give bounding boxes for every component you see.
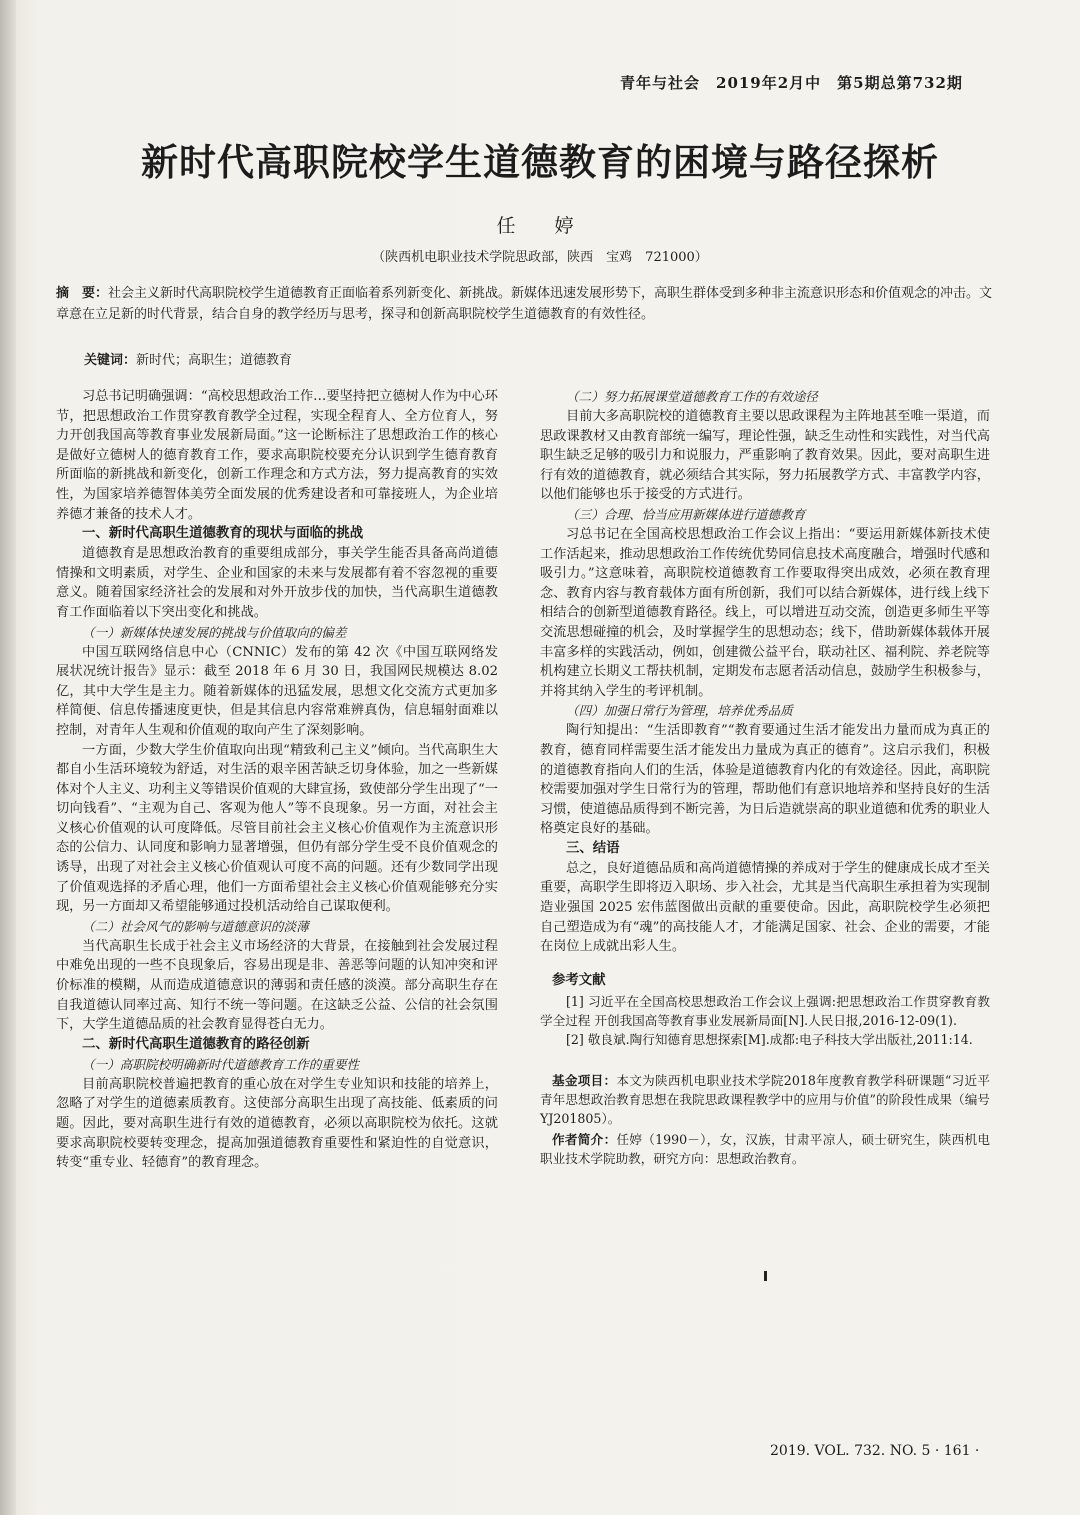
subsection-heading: （三）合理、恰当应用新媒体进行道德教育 [566, 506, 806, 522]
intro-paragraph: 习总书记明确强调：“高校思想政治工作…要坚持把立德树人作为中心环节，把思想政治工作贯穿教育教学全过程，实现全程育人、全方位育人，努力开创我国高等教育事业发展新局面。”这一论断标注了思想政治工作的核心是做好立德树人的德育教育工作，要求高职院校要充分认识到学生德育教育所面临的新挑战和新变化，创新工作理念和方式方法，努力提高教育的实效性，为国家培养德智体美劳全面发展的优秀建设者和可靠接班人，为企业培养德才兼备的技术人才。 [56, 389, 498, 522]
abstract [56, 283, 996, 325]
body-paragraph: 陶行知提出：“生活即教育”“教育要通过生活才能发出力量而成为真正的教育，德育同样需要生活才能发出力量成为真正的德育”。这启示我们，积极的道德教育指向人们的生活，体验是道德教育内化的有效途径。因此，高职院校需要加强对学生日常行为的管理，帮助他们有意识地培养和坚持良好的生活习惯，使道德品质得到不断完善，为日后造就崇高的职业道德和优秀的职业人格奠定良好的基础。 [540, 723, 990, 837]
page-footer: 2019. VOL. 732. NO. 5 · 161 · [770, 1443, 980, 1459]
body-paragraph: 目前大多高职院校的道德教育主要以思政课程为主阵地甚至唯一渠道，而思政课教材又由教育部统一编写，理论性强，缺乏生动性和实践性，对当代高职生缺乏足够的吸引力和说服力，严重影响了教育效果。因此，要对高职生进行有效的道德教育，就必须结合其实际，努力拓展教学方式、丰富教学内容，以他们能够也乐于接受的方式进行。 [540, 409, 990, 503]
references-heading: 参考文献 [552, 972, 606, 988]
abstract-label: 摘 要： [56, 286, 109, 301]
body-paragraph: 习总书记在全国高校思想政治工作会议上指出：“要运用新媒体新技术使工作活起来，推动思想政治工作传统优势同信息技术高度融合，增强时代感和吸引力。”这意味着，高职院校道德教育工作要取得突出成效，必须在教育理念、教育内容与教育载体方面有所创新，我们可以结合新媒体，进行线上线下相结合的创新型道德教育路径。线上，可以增进互动交流，创造更多师生平等交流思想碰撞的机会，及时掌握学生的思想动态；线下，借助新媒体载体开展丰富多样的实践活动，例如，创建微公益平台，联动社区、福利院、养老院等机构建立长期义工帮扶机制，定期发布志愿者活动信息，鼓励学生积极参与，并将其纳入学生的考评机制。 [540, 526, 990, 699]
subsection-heading: （四）加强日常行为管理，培养优秀品质 [566, 703, 793, 719]
body-paragraph: 目前高职院校普遍把教育的重心放在对学生专业知识和技能的培养上，忽略了对学生的道德素质教育。这使部分高职生出现了高技能、低素质的问题。因此，要对高职生进行有效的道德教育，必须以高职院校为依托。这就要求高职院校要转变理念，提高加强道德教育重要性和紧迫性的自觉意识，转变“重专业、轻德育”的教育理念。 [56, 1076, 498, 1171]
subsection-heading: （二）努力拓展课堂道德教育工作的有效途径 [566, 389, 818, 404]
body-paragraph: 道德教育是思想政治教育的重要组成部分，事关学生能否具备高尚道德情操和文明素质，对学生、企业和国家的未来与发展都有着不容忽视的重要意义。随着国家经济社会的发展和对外开放步伐的加快，当代高职生道德教育工作面临着以下突出变化和挑战。 [56, 546, 498, 620]
subsection-heading: （一）高职院校明确新时代道德教育工作的重要性 [82, 1056, 360, 1072]
subsection-heading: （二）社会风气的影响与道德意识的淡薄 [82, 918, 309, 934]
body-paragraph: 当代高职生长成于社会主义市场经济的大背景，在接触到社会发展过程中难免出现的一些不良现象后，容易出现是非、善恶等问题的认知冲突和评价标准的模糊，从而造成道德意识的薄弱和责任感的淡漠。部分高职生存在自我道德认同率过高、知行不统一等问题。在这缺乏公益、公信的社会氛围下，大学生道德品质的社会教育显得苍白无力。 [56, 938, 498, 1033]
section-heading: 一、新时代高职生道德教育的现状与面临的挑战 [82, 526, 364, 542]
journal-header: 青年与社会 2019年2月中 第5期总第732期 [620, 74, 963, 92]
keywords-label: 关键词： [84, 353, 137, 368]
body-paragraph: 中国互联网络信息中心（CNNIC）发布的第 42 次《中国互联网络发展状况统计报告》显示：截至 2018 年 6 月 30 日，我国网民规模达 8.02 亿，其中大学生是主力。随着新媒体的迅猛发展，思想文化交流方式更加多样简便、信息传播速度更快，但是其信息内容常难辨真伪，信息辐射面难以控制，对青年人生观和价值观的取向产生了深刻影响。 [56, 644, 498, 738]
author-bio [540, 1130, 990, 1168]
reference-item: [2] 敬良斌.陶行知德育思想探索[M].成都:电子科技大学出版社,2011:14. [566, 1032, 973, 1048]
left-column [56, 387, 498, 1173]
subsection-heading: （一）新媒体快速发展的挑战与价值取向的偏差 [82, 624, 347, 640]
bio-label: 作者简介： [552, 1132, 617, 1148]
section-heading: 三、结语 [566, 840, 620, 856]
reference-item: [1] 习近平在全国高校思想政治工作会议上强调:把思想政治工作贯穿教育教学全过程 开创我国高等教育事业发展新局面[N].人民日报,2016-12-09(1). [540, 994, 990, 1029]
section-heading: 二、新时代高职生道德教育的路径创新 [82, 1036, 310, 1052]
body-paragraph: 一方面，少数大学生价值取向出现“精致利己主义”倾向。当代高职生大都自小生活环境较为舒适，对生活的艰辛困苦缺乏切身体验，加之一些新媒体对个人主义、功利主义等错误价值观的大肆宣扬，致使部分学生出现了“一切向钱看”、“主观为自己、客观为他人”等不良现象。另一方面，对社会主义核心价值观的认可度降低。尽管目前社会主义核心价值观作为主流意识形态的公信力、认同度和影响力显著增强，但仍有部分学生受不良价值观念的诱导，出现了对社会主义核心价值观认可度不高的问题。还有少数同学出现了价值观选择的矛盾心理，他们一方面希望社会主义核心价值观能够充分实现，另一方面却又希望能够通过投机活动给自己谋取便利。 [56, 742, 498, 915]
funding-text: 本文为陕西机电职业技术学院2018年度教育教学科研课题“习近平青年思想政治教育思想在我院思政课程教学中的应用与价值”的阶段性成果（编号 YJ201805）。 [540, 1073, 990, 1127]
article-title: 新时代高职院校学生道德教育的困境与路径探析 [141, 141, 939, 184]
funding-note [540, 1071, 990, 1128]
author-affiliation: （陕西机电职业技术学院思政部，陕西 宝鸡 721000） [372, 250, 708, 265]
keywords-text: 新时代；高职生；道德教育 [136, 353, 293, 368]
abstract-text: 社会主义新时代高职院校学生道德教育正面临着系列新变化、新挑战。新媒体迅速发展形势下，高职生群体受到多种非主流意识形态和价值观念的冲击。文章意在立足新的时代背景，结合自身的教学经历与思考，探寻和创新高职院校学生道德教育的有效性径。 [56, 286, 993, 322]
article-author: 任 婷 [496, 215, 584, 237]
body-paragraph: 总之，良好道德品质和高尚道德情操的养成对于学生的健康成长成才至关重要，高职学生即将迈入职场、步入社会，尤其是当代高职生承担着为实现制造业强国 2025 宏伟蓝图做出贡献的重要使命。因此，高职院校学生必须把自己塑造成为有“魂”的高技能人才，才能满足国家、社会、企业的需要，才能在岗位上成就出彩人生。 [540, 860, 990, 955]
keywords [84, 349, 292, 368]
ink-mark [764, 1271, 767, 1281]
funding-label: 基金项目： [552, 1073, 617, 1089]
right-column [540, 387, 990, 1168]
bio-text: 任婷（1990－），女，汉族，甘肃平凉人，硕士研究生，陕西机电职业技术学院助教，研究方向：思想政治教育。 [540, 1132, 990, 1167]
